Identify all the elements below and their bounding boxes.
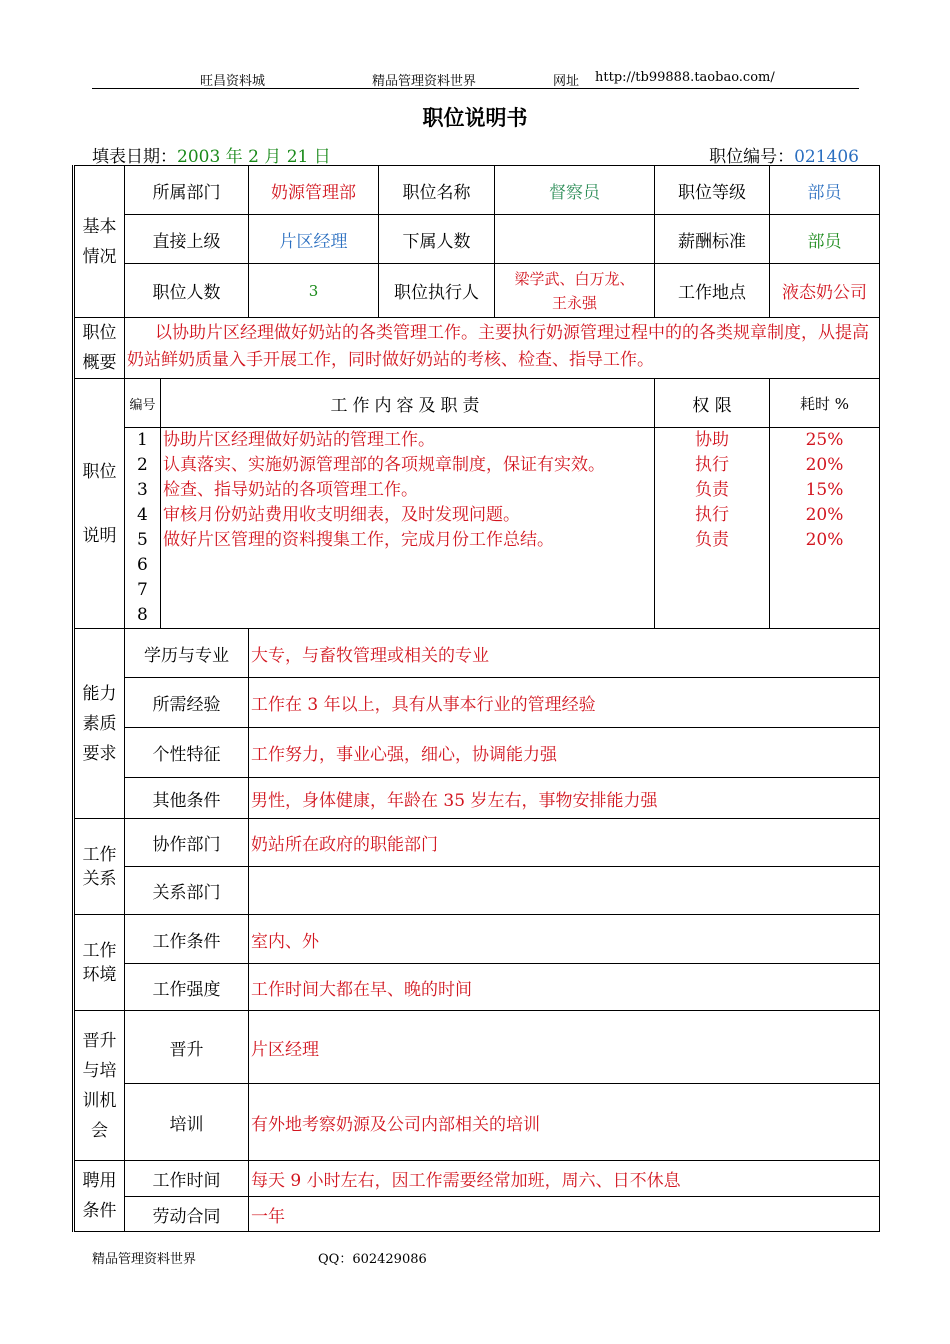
fill-date xyxy=(92,142,331,167)
position-code-value: 021406 xyxy=(794,147,859,167)
relations-row xyxy=(74,819,880,867)
duty-text: 审核月份奶站费用收支明细表，及时发现问题。 xyxy=(163,505,520,525)
value-headcount: 3 xyxy=(249,264,379,318)
label-location: 工作地点 xyxy=(655,264,770,318)
duty-text: 检查、指导奶站的各项管理工作。 xyxy=(163,480,418,500)
footer-qq-number: 602429086 xyxy=(352,1252,427,1267)
ability-label: 个性特征 xyxy=(125,728,249,778)
environment-label: 工作条件 xyxy=(125,915,249,964)
fill-date-value: 2003 年 2 月 21 日 xyxy=(177,147,331,167)
duties-body-row xyxy=(74,428,880,629)
relations-label: 关系部门 xyxy=(125,867,249,915)
footer-qq-label: QQ： xyxy=(318,1252,353,1267)
duty-numbers xyxy=(125,428,161,629)
label-department: 所属部门 xyxy=(125,166,249,215)
environment-row xyxy=(74,964,880,1011)
value-position-grade: 部员 xyxy=(770,166,880,215)
employment-label: 劳动合同 xyxy=(125,1197,249,1232)
ability-value: 大专，与畜牧管理或相关的专业 xyxy=(249,629,880,678)
environment-row xyxy=(74,915,880,964)
duty-text: 协助片区经理做好奶站的管理工作。 xyxy=(163,430,435,450)
section-environment: 工作环境 xyxy=(74,915,125,1011)
employment-value: 一年 xyxy=(249,1197,880,1232)
duty-authority: 负责 xyxy=(695,530,729,550)
duty-authorities xyxy=(655,428,770,629)
promotion-label: 培训 xyxy=(125,1084,249,1161)
value-salary: 部员 xyxy=(770,215,880,264)
job-description-table xyxy=(72,165,880,1232)
duty-number: 5 xyxy=(137,530,148,550)
col-authority: 权 限 xyxy=(655,379,770,428)
ability-row xyxy=(74,778,880,819)
duty-percent: 25% xyxy=(805,430,844,450)
employment-label: 工作时间 xyxy=(125,1161,249,1197)
ability-row xyxy=(74,629,880,678)
section-relations: 工作关系 xyxy=(74,819,125,915)
incumbents-line-2: 王永强 xyxy=(551,293,597,312)
duty-percent: 15% xyxy=(805,480,844,500)
duty-percents xyxy=(770,428,880,629)
col-content: 工作内容及职责 xyxy=(161,379,655,428)
summary-row xyxy=(74,318,880,379)
duty-texts xyxy=(161,428,655,629)
col-time-percent: 耗时 % xyxy=(770,379,880,428)
duty-authority: 协助 xyxy=(695,430,729,450)
value-subordinates xyxy=(495,215,655,264)
footer-site-name: 精品管理资料世界 xyxy=(92,1252,197,1267)
duty-percent: 20% xyxy=(805,530,844,550)
duty-percent: 20% xyxy=(805,455,844,475)
duty-number: 4 xyxy=(137,505,148,525)
duty-authority: 执行 xyxy=(695,505,729,525)
value-position-name: 督察员 xyxy=(495,166,655,215)
duty-authority: 负责 xyxy=(695,480,729,500)
label-position-grade: 职位等级 xyxy=(655,166,770,215)
relations-value: 奶站所在政府的职能部门 xyxy=(249,819,880,867)
duty-authority: 执行 xyxy=(695,455,729,475)
header-tagline: 精品管理资料世界 xyxy=(372,74,477,89)
footer-qq xyxy=(318,1248,427,1267)
duty-percent: 20% xyxy=(805,505,844,525)
employment-value: 每天 9 小时左右，因工作需要经常加班，周六、日不休息 xyxy=(249,1161,880,1197)
label-position-name: 职位名称 xyxy=(379,166,495,215)
duty-number: 3 xyxy=(137,480,148,500)
employment-row xyxy=(74,1161,880,1197)
environment-value: 室内、外 xyxy=(249,915,880,964)
relations-label: 协作部门 xyxy=(125,819,249,867)
label-supervisor: 直接上级 xyxy=(125,215,249,264)
section-basic: 基本情况 xyxy=(74,166,125,318)
label-incumbents: 职位执行人 xyxy=(379,264,495,318)
promotion-value: 有外地考察奶源及公司内部相关的培训 xyxy=(249,1084,880,1161)
duty-number: 2 xyxy=(137,455,148,475)
position-code xyxy=(709,142,859,167)
section-duties: 职位说明 xyxy=(74,379,125,629)
label-headcount: 职位人数 xyxy=(125,264,249,318)
section-ability: 能力素质要求 xyxy=(74,629,125,819)
summary-text: 以协助片区经理做好奶站的各类管理工作。主要执行奶源管理过程中的的各类规章制度，从提高奶站鲜奶质量入手开展工作，同时做好奶站的考核、检查、指导工作。 xyxy=(125,318,880,379)
value-supervisor: 片区经理 xyxy=(249,215,379,264)
ability-row xyxy=(74,678,880,728)
promotion-row xyxy=(74,1011,880,1084)
header-url-link[interactable]: http://tb99888.taobao.com/ xyxy=(595,70,775,85)
duty-number: 6 xyxy=(137,555,148,575)
ability-row xyxy=(74,728,880,778)
basic-row-2 xyxy=(74,215,880,264)
duty-number: 8 xyxy=(137,605,148,625)
promotion-label: 晋升 xyxy=(125,1011,249,1084)
promotion-row xyxy=(74,1084,880,1161)
promotion-value: 片区经理 xyxy=(249,1011,880,1084)
label-salary: 薪酬标准 xyxy=(655,215,770,264)
incumbents-line-1: 梁学武、白万龙、 xyxy=(514,269,635,288)
ability-label: 其他条件 xyxy=(125,778,249,819)
header-site-name: 旺昌资料城 xyxy=(200,74,266,89)
basic-row-1 xyxy=(74,166,880,215)
relations-value xyxy=(249,867,880,915)
fill-date-label: 填表日期： xyxy=(92,147,177,167)
relations-row xyxy=(74,867,880,915)
ability-label: 所需经验 xyxy=(125,678,249,728)
duty-number: 7 xyxy=(137,580,148,600)
document-title: 职位说明书 xyxy=(422,106,528,130)
col-number: 编号 xyxy=(125,379,161,428)
section-employment: 聘用条件 xyxy=(74,1161,125,1232)
duties-header-row xyxy=(74,379,880,428)
value-incumbents xyxy=(495,264,655,318)
ability-value: 工作努力，事业心强，细心，协调能力强 xyxy=(249,728,880,778)
duty-number: 1 xyxy=(137,430,148,450)
value-department: 奶源管理部 xyxy=(249,166,379,215)
header-url-label: 网址 xyxy=(553,74,580,89)
section-summary: 职位概要 xyxy=(74,318,125,379)
duty-text: 做好片区管理的资料搜集工作，完成月份工作总结。 xyxy=(163,530,554,550)
ability-value: 男性，身体健康，年龄在 35 岁左右，事物安排能力强 xyxy=(249,778,880,819)
header-divider xyxy=(92,88,859,89)
employment-row xyxy=(74,1197,880,1232)
position-code-label: 职位编号： xyxy=(709,147,795,167)
section-promotion: 晋升与培训机会 xyxy=(74,1011,125,1161)
duty-text: 认真落实、实施奶源管理部的各项规章制度，保证有实效。 xyxy=(163,455,605,475)
label-subordinates: 下属人数 xyxy=(379,215,495,264)
ability-label: 学历与专业 xyxy=(125,629,249,678)
ability-value: 工作在 3 年以上，具有从事本行业的管理经验 xyxy=(249,678,880,728)
environment-value: 工作时间大都在早、晚的时间 xyxy=(249,964,880,1011)
environment-label: 工作强度 xyxy=(125,964,249,1011)
basic-row-3 xyxy=(74,264,880,318)
value-location: 液态奶公司 xyxy=(770,264,880,318)
